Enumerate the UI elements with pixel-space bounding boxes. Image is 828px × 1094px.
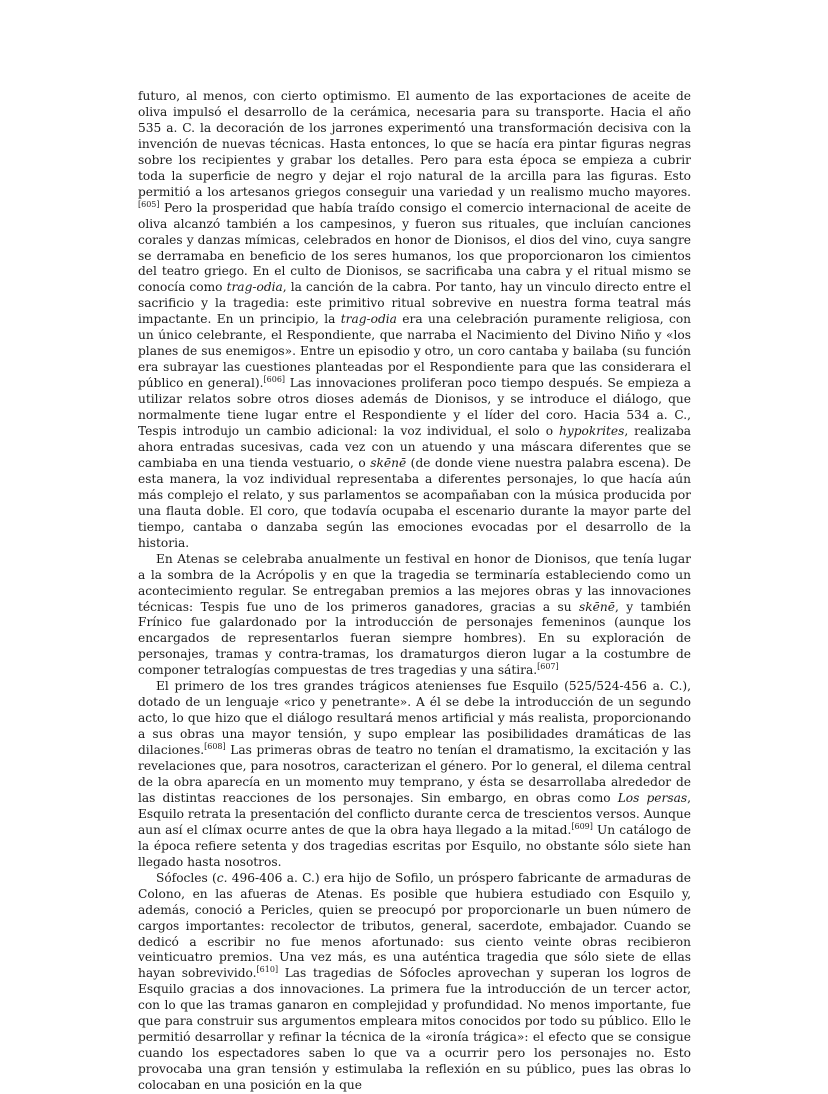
paragraph [138,552,691,680]
text-run: Sófocles ( [156,870,217,885]
text-run: , la canción de la cabra. Por tanto, hay un vinculo directo entre el sacrificio y la tragedia: este primitivo ritual sobrevive en nuestra forma teatral más impactante. En un principio, la [138,280,691,327]
text-run: (de donde viene nuestra palabra escena). De esta manera, la voz individual representaba a diferentes personajes, lo que hacía aún más complejo el relato, y sus parlamentos se acompañaban con la música producida por una flauta doble. El coro, que todavía ocupaba el escenario durante la mayor parte del tiempo, cantaba o danzaba según las emociones evocadas por el desarrollo de la historia. [138,455,692,550]
italic-term: hypokrites [558,424,625,439]
paragraph [138,871,691,1094]
text-run: Las primeras obras de teatro no tenían el dramatismo, la excitación y las revelaciones que, para nosotros, caracterizan el género. Por lo general, el dilema central de la obra aparecía en un momento muy temprano, y ésta se desarrollaba alrededor de las distintas reacciones de los personajes. Sin embargo, en obras como [138,743,691,805]
italic-term: trag-odia [226,280,283,295]
footnote-reference[interactable]: [608] [204,742,226,752]
text-run: , realizaba ahora entradas sucesivas, cada vez con un atuendo y una máscara diferentes que se cambiaba en una tienda vestuario, o [138,424,692,470]
book-page-text [138,89,691,1094]
text-run: Las innovaciones proliferan poco tiempo después. Se empieza a utilizar relatos sobre otros dioses además de Dionisos, y se introduce el diálogo, que normalmente tiene lugar entre el Respondiente y el líder del coro. Hacia 534 a. C., Tespis introdujo un cambio adicional: la voz individual, el solo o [138,376,691,439]
text-run: Pero la prosperidad que había traído consigo el comercio internacional de aceite de oliva alcanzó también a los campesinos, y fueron sus rituales, que incluían canciones corales y danzas mímicas, celebrados en honor de Dionisos, el dios del vino, cuya sangre se derramaba en beneficio de los seres humanos, los que proporcionaron los cimientos del teatro griego. En el culto de Dionisos, se sacrificaba una cabra y el ritual mismo se conocía como [138,200,691,295]
text-run: , y también Frínico fue galardonado por la introducción de personajes femeninos (aunque los encargados de representarlos fueran siempre hombres). En su exploración de personajes, tramas y contra-tramas, los dramaturgos dieron lugar a la costumbre de componer tetralogías compuestas de tres tragedias y una sátira. [138,599,691,678]
text-run: futuro, al menos, con cierto optimismo. El aumento de las exportaciones de aceite de oliva impulsó el desarrollo de la cerámica, necesaria para su transporte. Hacia el año 535 a. C. la decoración de los jarrones experimentó una transformación decisiva con la invención de nuevas técnicas. Hasta entonces, lo que se hacía era pintar figuras negras sobre los recipientes y grabar los detalles. Pero para esta época se empieza a cubrir toda la superficie de negro y dejar el rojo natural de la arcilla para las figuras. Esto permitió a los artesanos griegos conseguir una variedad y un realismo mucho mayores. [138,89,691,199]
italic-term: c. [216,870,228,885]
text-run: En Atenas se celebraba anualmente un festival en honor de Dionisos, que tenía lugar a la sombra de la Acrópolis y en que la tragedia se terminaría estableciendo como un acontecimiento regular. Se entregaban premios a las mejores obras y las innovaciones técnicas: Tespis fue uno de los primeros ganadores, gracias a su [138,551,691,614]
italic-term: skēnē [579,599,615,614]
text-run: era una celebración puramente religiosa, con un único celebrante, el Respondiente, que narraba el Nacimiento del Divino Niño y «los planes de sus enemigos». Entre un episodio y otro, un coro cantaba y bailaba (su función era subrayar las cuestiones planteadas por el Respondiente para que las considerara el público en general). [138,312,692,391]
footnote-reference[interactable]: [605] [138,199,160,209]
footnote-reference[interactable]: [609] [571,821,593,831]
text-run: , Esquilo retrata la presentación del conflicto durante cerca de trescientos versos. Aunque aun así el clímax ocurre antes de que la obra haya llegado a la mitad. [138,790,691,837]
paragraph [138,679,691,870]
text-run: Las tragedias de Sófocles aprovechan y superan los logros de Esquilo gracias a dos innovaciones. La primera fue la introducción de un tercer actor, con lo que las tramas ganaron en complejidad y profundidad. No menos importante, fue que para construir sus argumentos empleara mitos conocidos por todo su público. Ello le permitió desarrollar y refinar la técnica de la «ironía trágica»: el efecto que se consigue cuando los espectadores saben lo que va a ocurrir pero los personajes no. Esto provocaba una gran tensión y estimulaba la reflexión en su público, pues las obras lo colocaban en una posición en la que [138,966,691,1093]
footnote-reference[interactable]: [610] [256,965,279,975]
footnote-reference[interactable]: [606] [263,375,286,385]
footnote-reference[interactable]: [607] [537,662,559,672]
paragraph [138,89,691,552]
italic-term: skēnē [370,455,407,470]
italic-term: Los persas [617,790,688,805]
italic-term: trag-odia [340,312,397,327]
text-run: 496-406 a. C.) era hijo de Sofilo, un próspero fabricante de armaduras de Colono, en las afueras de Atenas. Es posible que hubiera estudiado con Esquilo y, además, conoció a Pericles, quien se preocupó por proporcionarle un buen número de cargos importantes: recolector de tributos, general, sacerdote, embajador. Cuando se dedicó a escribir no fue menos afortunado: sus ciento veinte obras recibieron veinticuatro premios. Una vez más, es una auténtica tragedia que sólo siete de ellas hayan sobrevivido. [138,870,691,981]
text-run: Un catálogo de la época refiere setenta y dos tragedias escritas por Esquilo, no obstante sólo siete han llegado hasta nosotros. [138,822,692,869]
text-run: El primero de los tres grandes trágicos atenienses fue Esquilo (525/524-456 a. C.), dotado de un lenguaje «rico y penetrante». A él se debe la introducción de un segundo acto, lo que hizo que el diálogo resultará menos artificial y más realista, proporcionando a sus obras una mayor tensión, y supo emplear las posibilidades dramáticas de las dilaciones. [138,679,691,758]
